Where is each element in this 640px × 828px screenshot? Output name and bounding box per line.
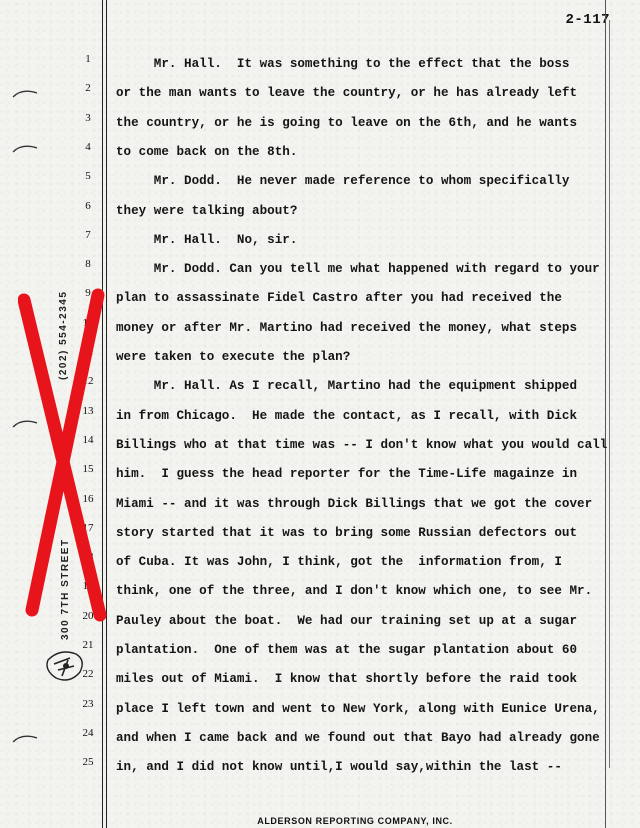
line-number: 11 (82, 346, 94, 358)
margin-hole-mark (12, 733, 38, 743)
transcript-line: think, one of the three, and I don't know which one, to see Mr. (116, 584, 593, 599)
line-number: 7 (85, 228, 91, 241)
line-number: 16 (82, 492, 94, 505)
transcript-line: story started that it was to bring some Russian defectors out (116, 525, 578, 540)
line-number: 22 (82, 668, 94, 681)
transcript-line: place I left town and went to New York, along with Eunice Urena, (116, 701, 600, 716)
line-number: 15 (82, 463, 94, 476)
line-number: 19 (82, 580, 94, 593)
transcript-line: in, and I did not know until,I would say,within the last -- (116, 760, 562, 775)
transcript-line: miles out of Miami. I know that shortly before the raid took (116, 672, 578, 687)
right-margin-rule-outer (609, 20, 610, 768)
right-margin-rule (605, 0, 606, 828)
transcript-line: to come back on the 8th. (116, 144, 298, 159)
line-number: 3 (85, 111, 91, 124)
line-number: 14 (82, 433, 94, 446)
footer (0, 816, 640, 826)
transcript-line: the country, or he is going to leave on the 6th, and he wants (116, 115, 578, 130)
line-number: 6 (85, 199, 91, 212)
transcript-line: Mr. Dodd. Can you tell me what happened with regard to your (116, 262, 600, 277)
line-number: 12 (82, 375, 94, 388)
margin-hole-mark (12, 143, 38, 153)
line-number: 13 (82, 404, 94, 417)
transcript-line: Mr. Dodd. He never made reference to whom specifically (116, 174, 570, 189)
margin-address-stamp: 300 7TH STREET (60, 538, 71, 640)
line-number: 1 (85, 53, 91, 65)
transcript-line: in from Chicago. He made the contact, as I recall, with Dick (116, 408, 578, 423)
margin-phone-stamp: (202) 554-2345 (58, 290, 69, 380)
transcript-line: Billings who at that time was -- I don't know what you would call (116, 437, 608, 452)
transcript-line: Mr. Hall. As I recall, Martino had the equipment shipped (116, 379, 578, 394)
transcript-line: plantation. One of them was at the sugar plantation about 60 (116, 643, 578, 657)
line-number: 4 (85, 140, 91, 153)
margin-hole-mark (12, 88, 38, 98)
line-number: 18 (82, 551, 94, 564)
line-number: 5 (85, 170, 91, 183)
transcript-line: him. I guess the head reporter for the Time-Life magainze in (116, 467, 578, 482)
line-number: 20 (82, 609, 94, 622)
line-number: 8 (85, 258, 91, 271)
transcript-line: money or after Mr. Martino had received the money, what steps (116, 320, 578, 335)
transcript-line: Mr. Hall. No, sir. (116, 232, 298, 247)
footer-company: ALDERSON REPORTING COMPANY, INC. (257, 816, 453, 826)
transcript-line: were taken to execute the plan? (116, 350, 351, 364)
line-number: 23 (82, 697, 94, 710)
line-number: 24 (82, 726, 94, 739)
transcript-line: and when I came back and we found out that Bayo had already gone (116, 730, 600, 745)
transcript-line: Mr. Hall. It was something to the effect that the boss (116, 57, 570, 71)
transcript-line: they were talking about? (116, 203, 298, 218)
red-x-mark (18, 280, 108, 630)
line-number: 21 (82, 639, 94, 651)
transcript-line: plan to assassinate Fidel Castro after you had received the (116, 291, 562, 306)
line-number: 2 (85, 82, 91, 95)
transcript-line: Miami -- and it was through Dick Billings that we got the cover (116, 496, 593, 511)
line-number: 25 (82, 756, 94, 769)
line-number: 10 (82, 316, 94, 329)
transcript-line: of Cuba. It was John, I think, got the information from, I (116, 555, 562, 570)
line-number: 17 (82, 521, 94, 534)
page-number: 2-117 (565, 12, 610, 28)
transcript-line: Pauley about the boat. We had our training set up at a sugar (116, 613, 578, 628)
ink-stamp-smudge-icon (40, 640, 90, 690)
transcript-line: or the man wants to leave the country, or he has already left (116, 86, 578, 101)
line-number: 9 (85, 287, 91, 300)
